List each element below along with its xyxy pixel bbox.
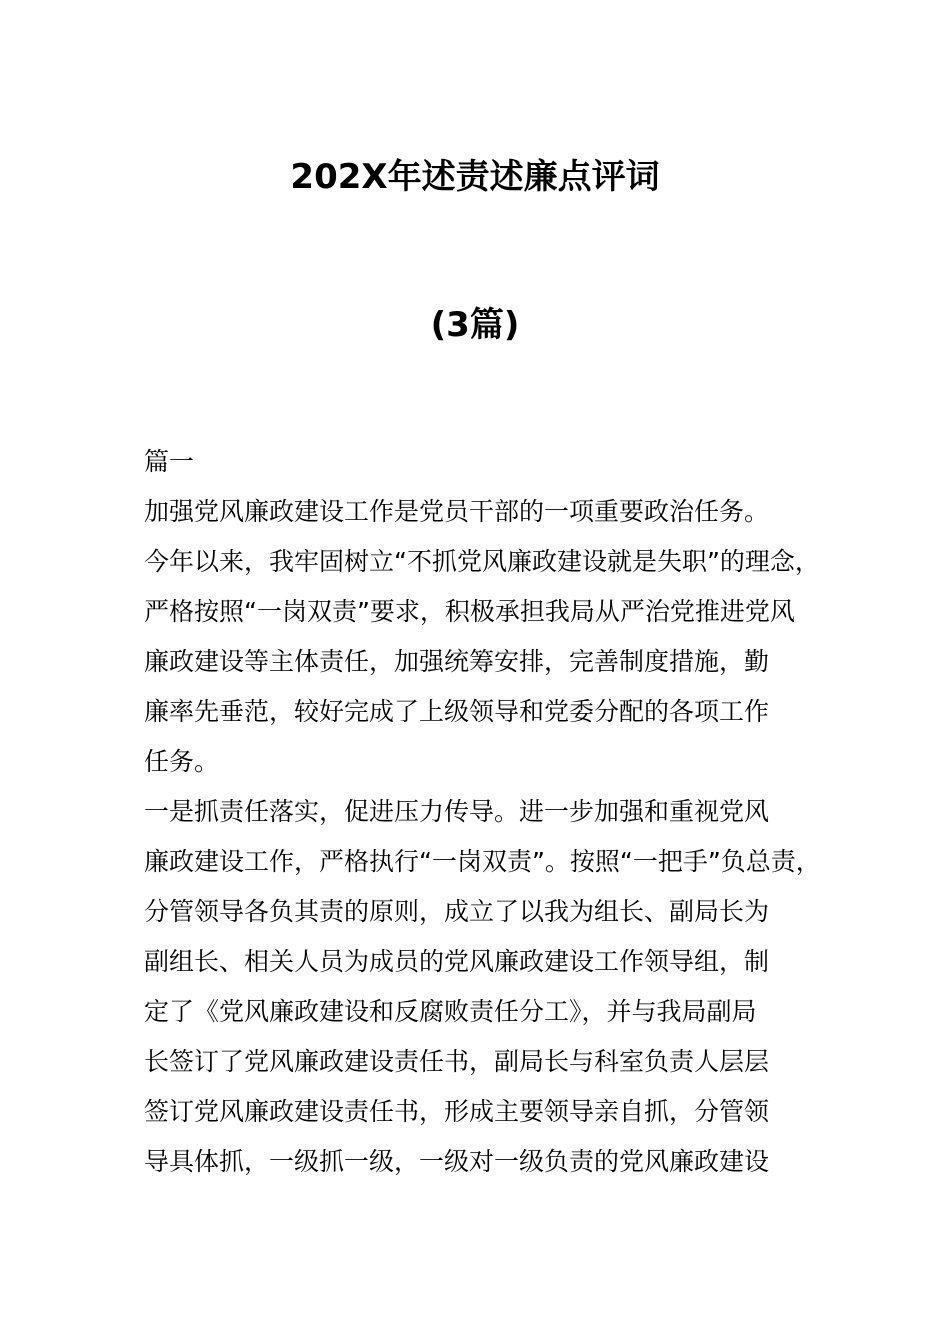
section-heading: 篇一 — [144, 447, 195, 476]
body-line: 副组长、相关人员为成员的党风廉政建设工作领导组，制 — [144, 947, 770, 976]
body-line: 分管领导各负其责的原则，成立了以我为组长、副局长为 — [144, 897, 770, 926]
body-line: 导具体抓，一级抓一级，一级对一级负责的党风廉政建设 — [144, 1147, 770, 1176]
body-line: 一是抓责任落实，促进压力传导。进一步加强和重视党风 — [144, 797, 770, 826]
body-line: 任务。 — [144, 747, 220, 776]
document-subtitle: (3篇) — [430, 305, 520, 345]
document-body — [144, 437, 844, 1187]
document-title: 202X年述责述廉点评词 — [290, 157, 660, 197]
body-line: 廉政建设等主体责任，加强统筹安排，完善制度措施，勤 — [144, 647, 770, 676]
body-line: 廉率先垂范，较好完成了上级领导和党委分配的各项工作 — [144, 697, 770, 726]
body-line: 长签订了党风廉政建设责任书，副局长与科室负责人层层 — [144, 1047, 770, 1076]
body-line: 严格按照“一岗双责”要求，积极承担我局从严治党推进党风 — [144, 597, 795, 626]
body-line: 加强党风廉政建设工作是党员干部的一项重要政治任务。 — [144, 497, 770, 526]
body-line: 今年以来，我牢固树立“不抓党风廉政建设就是失职”的理念， — [144, 547, 820, 576]
body-line: 定了《党风廉政建设和反腐败责任分工》，并与我局副局 — [144, 997, 757, 1026]
body-line: 签订党风廉政建设责任书，形成主要领导亲自抓，分管领 — [144, 1097, 770, 1126]
body-line: 廉政建设工作，严格执行“一岗双责”。按照“一把手”负总责， — [144, 847, 821, 876]
